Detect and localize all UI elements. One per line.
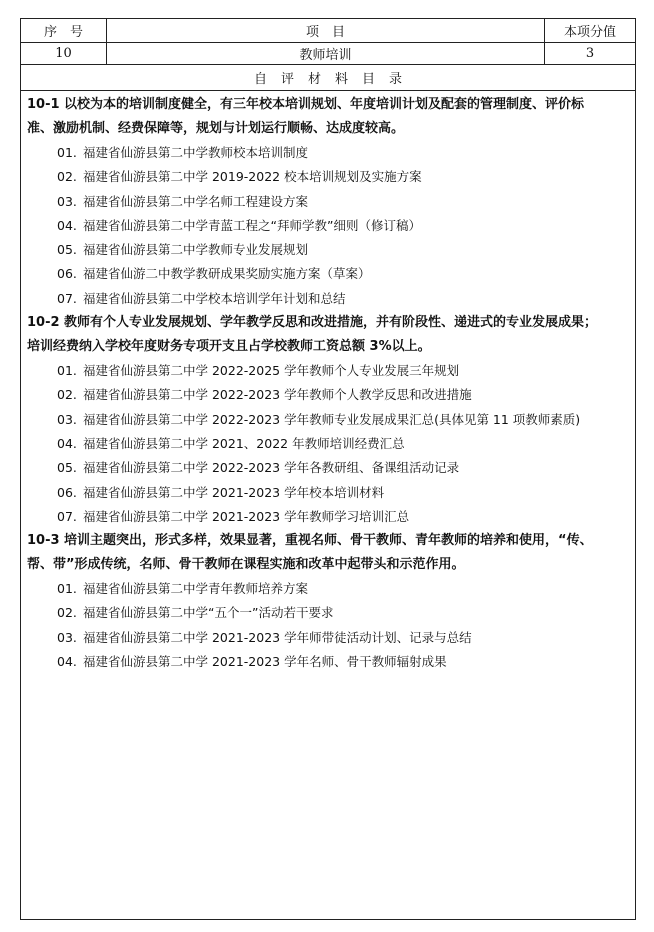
section-title-cont: 帮、带”形成传统，名师、骨干教师在课程实施和改革中起带头和示范作用。 [27, 557, 465, 573]
col-seq-header: 序 号 [21, 19, 107, 42]
section-title-cont: 准、激励机制、经费保障等，规划与计划运行顺畅、达成度较高。 [27, 121, 405, 136]
list-item: 04. 福建省仙游县第二中学 2021-2023 学年名师、骨干教师辐射成果 [57, 654, 447, 670]
catalog-content [21, 93, 635, 674]
section-title: 10-3 培训主题突出，形式多样，效果显著，重视名师、骨干教师、青年教师的培养和使用，“传、 [27, 533, 593, 549]
list-item: 04. 福建省仙游县第二中学 2021、2022 年教师培训经费汇总 [57, 435, 405, 451]
list-item: 07. 福建省仙游县第二中学 2021-2023 学年教师学习培训汇总 [57, 508, 410, 524]
value-row [21, 43, 635, 65]
list-item: 03. 福建省仙游县第二中学名师工程建设方案 [57, 193, 309, 209]
list-item: 07. 福建省仙游县第二中学校本培训学年计划和总结 [57, 290, 346, 306]
item-value: 教师培训 [107, 43, 545, 64]
col-item-header: 项 目 [107, 19, 545, 42]
list-item: 06. 福建省仙游二中教学教研成果奖励实施方案（草案） [57, 266, 371, 282]
header-row [21, 19, 635, 43]
section-title-cont: 培训经费纳入学校年度财务专项开支且占学校教师工资总额 3%以上。 [27, 339, 431, 355]
list-item: 02. 福建省仙游县第二中学“五个一”活动若干要求 [57, 605, 334, 621]
seq-value: 10 [21, 43, 107, 64]
list-item: 05. 福建省仙游县第二中学 2022-2023 学年各教研组、备课组活动记录 [57, 460, 460, 476]
list-item: 01. 福建省仙游县第二中学教师校本培训制度 [57, 145, 309, 160]
list-item: 01. 福建省仙游县第二中学 2022-2025 学年教师个人专业发展三年规划 [57, 363, 460, 379]
list-item: 03. 福建省仙游县第二中学 2021-2023 学年师带徒活动计划、记录与总结 [57, 629, 472, 645]
catalog-title-row [21, 65, 635, 91]
list-item: 02. 福建省仙游县第二中学 2019-2022 校本培训规划及实施方案 [57, 169, 422, 185]
list-item: 03. 福建省仙游县第二中学 2022-2023 学年教师专业发展成果汇总(具体见第 11 项教师素质) [57, 411, 581, 427]
section-title: 10-1 以校为本的培训制度健全，有三年校本培训规划、年度培训计划及配套的管理制度、评价标 [27, 97, 585, 112]
catalog-table [20, 18, 636, 920]
list-item: 01. 福建省仙游县第二中学青年教师培养方案 [57, 581, 309, 597]
score-value: 3 [585, 46, 595, 61]
col-score-header: 本项分值 [563, 25, 616, 40]
list-item: 04. 福建省仙游县第二中学青蓝工程之“拜师学教”细则（修订稿） [57, 217, 421, 233]
catalog-title: 自评材料目录 [253, 72, 416, 87]
list-item: 02. 福建省仙游县第二中学 2022-2023 学年教师个人教学反思和改进措施 [57, 387, 472, 403]
list-item: 06. 福建省仙游县第二中学 2021-2023 学年校本培训材料 [57, 484, 385, 500]
list-item: 05. 福建省仙游县第二中学教师专业发展规划 [57, 242, 309, 258]
section-title: 10-2 教师有个人专业发展规划、学年教学反思和改进措施，并有阶段性、递进式的专业发展成果； [27, 315, 598, 331]
